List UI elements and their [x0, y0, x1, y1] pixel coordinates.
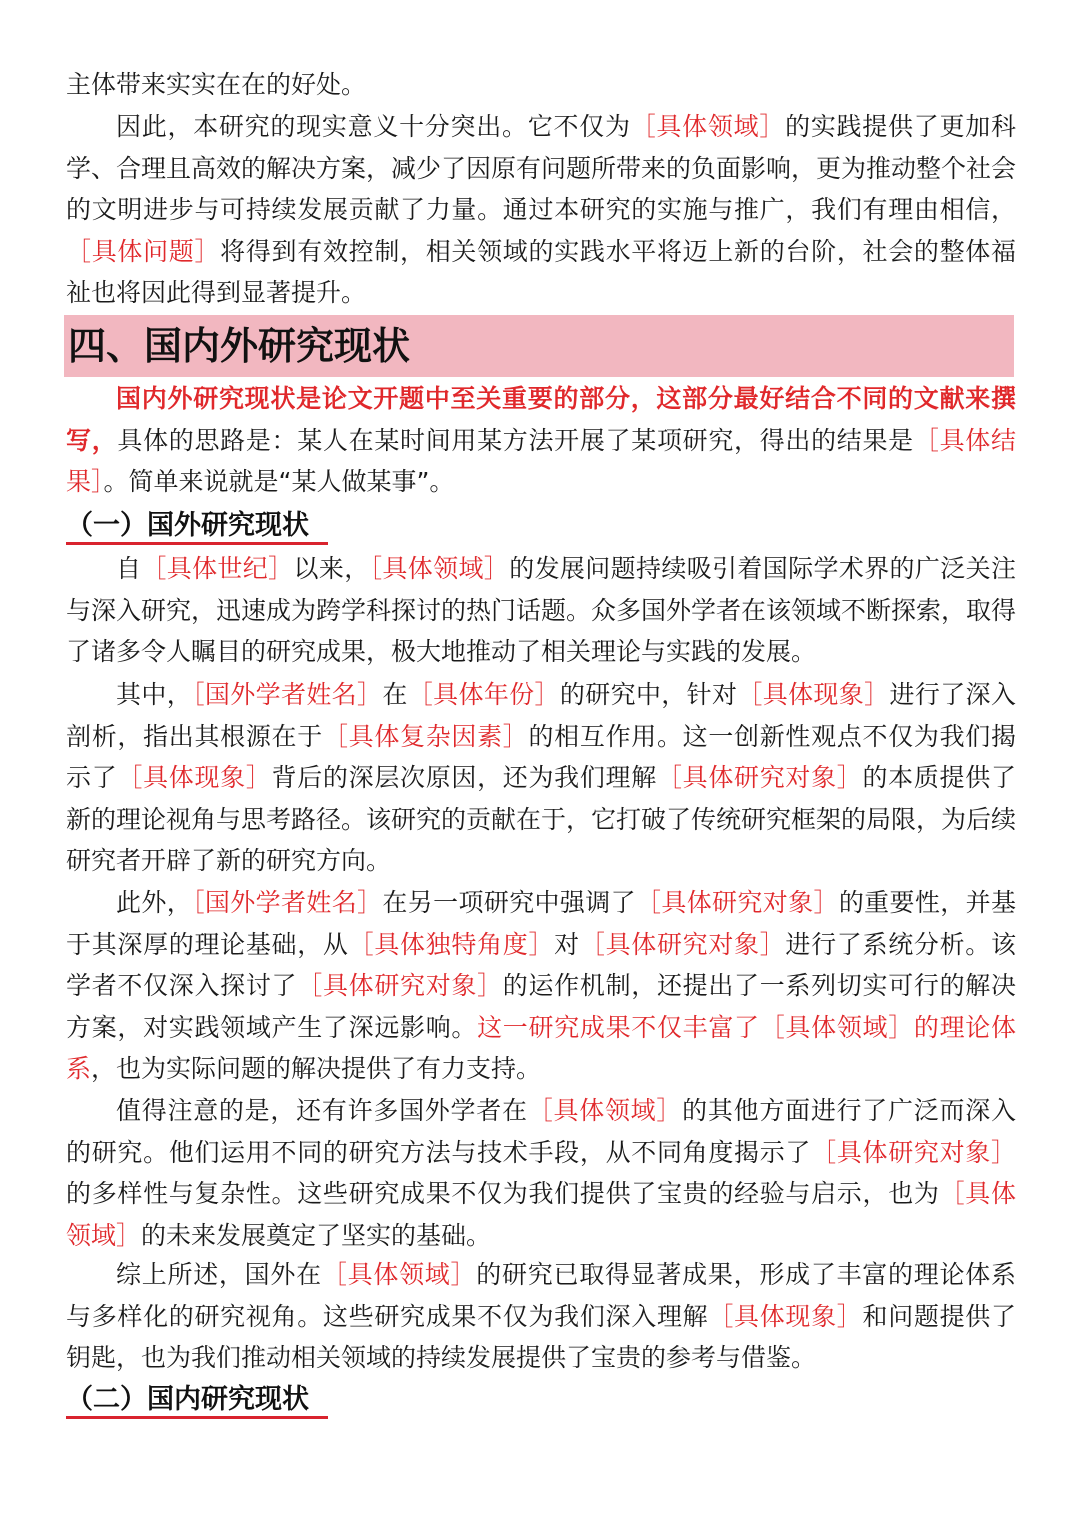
highlight-sentence: 这一研究成果不仅丰富了［具体领域］的理论体系	[66, 1012, 1016, 1084]
placeholder-angle: ［具体独特角度］	[348, 929, 555, 959]
text: 的未来发展奠定了坚实的基础。	[141, 1220, 492, 1250]
placeholder-problem: ［具体问题］	[66, 236, 221, 266]
text: 综上所述，国外在	[116, 1260, 322, 1289]
text: 和问题提供了钥匙，也为我们推动相关领域的持续发展提供了宝贵的参考与借鉴。	[66, 1301, 1016, 1373]
foreign-paragraph-3	[66, 882, 1016, 1090]
intro-paragraph-2	[66, 106, 1016, 314]
placeholder-object: ［具体研究对象］	[297, 971, 503, 1001]
subheading-underline	[66, 542, 328, 545]
subheading-foreign: （一）国外研究现状	[66, 510, 309, 541]
text: 的发展问题持续吸引着国际学术界的广泛关注与深入研究，迅速成为跨学科探讨的热门话题。众多国外学者在该领域不断探索，取得了诸多令人瞩目的研究成果，极大地推动了相关理论与实践的发展。	[66, 554, 1017, 667]
text: 以来，	[293, 554, 370, 583]
text: ，也为实际问题的解决提供了有力支持。	[91, 1054, 542, 1084]
subheading-domestic: （二）国内研究现状	[66, 1384, 309, 1415]
placeholder-factor: ［具体复杂因素］	[322, 721, 529, 751]
foreign-paragraph-2	[66, 674, 1016, 882]
text: 。简单来说就是“某人做某事”。	[103, 467, 455, 497]
foreign-paragraph-5	[66, 1254, 1016, 1379]
placeholder-scholar: ［国外学者姓名］	[192, 680, 383, 709]
text: 因此，本研究的现实意义十分突出。它不仅为	[116, 112, 631, 141]
placeholder-object: ［具体研究对象］	[635, 888, 839, 917]
placeholder-scholar: ［国外学者姓名］	[192, 888, 383, 917]
text: 进行了系统分析。该学者不仅深入探讨了	[66, 929, 1016, 1001]
foreign-paragraph-1	[66, 548, 1016, 673]
section-note	[66, 378, 1016, 503]
text: 的研究已取得显著成果，形成了丰富的理论体系与多样化的研究视角。这些研究成果不仅为我们深入理解	[66, 1260, 1016, 1331]
text: 自	[116, 554, 142, 583]
placeholder-century: ［具体世纪］	[141, 554, 294, 583]
text: 主体带来实实在在的好处。	[66, 70, 367, 99]
text: 的其他方面进行了广泛而深入的研究。他们运用不同的研究方法与技术手段，从不同角度揭示了	[66, 1096, 1016, 1167]
highlight-note: 国内外研究现状是论文开题中至关重要的部分，这部分最好结合不同的文献来撰写，	[66, 384, 1016, 455]
text: 在	[382, 680, 408, 709]
placeholder-object: ［具体研究对象］	[811, 1137, 1016, 1167]
text: 的运作机制，还提出了一系列切实可行的解决方案，对实践领域产生了深远影响。	[66, 971, 1016, 1042]
text: 的重要性，并基于其深厚的理论基础，从	[66, 888, 1016, 959]
foreign-paragraph-4	[66, 1090, 1016, 1256]
text: 的本质提供了新的理论视角与思考路径。该研究的贡献在于，它打破了传统研究框架的局限，为后续研究者开辟了新的研究方向。	[66, 763, 1017, 876]
text: 对	[554, 929, 580, 959]
text: 将得到有效控制，相关领域的实践水平将迈上新的台阶，社会的整体福祉也将因此得到显著提升。	[66, 236, 1016, 308]
placeholder-phenomenon: ［具体现象］	[708, 1301, 863, 1331]
section-title: 四、国内外研究现状	[68, 324, 411, 368]
placeholder-field: ［具体领域］	[321, 1260, 477, 1289]
text: 的实践提供了更加科学、合理且高效的解决方案，减少了因原有问题所带来的负面影响，更为推动整个社会的文明进步与可持续发展贡献了力量。通过本研究的实施与推广，我们有理由相信，	[66, 112, 1017, 225]
placeholder-object: ［具体研究对象］	[656, 763, 863, 793]
intro-paragraph-1	[66, 64, 1016, 106]
text: 的多样性与复杂性。这些研究成果不仅为我们提供了宝贵的经验与启示，也为	[66, 1179, 940, 1209]
placeholder-field: ［具体领域］	[66, 1179, 1016, 1250]
text: 具体的思路是：某人在某时间用某方法开展了某项研究，得出的结果是	[117, 425, 914, 455]
text: 背后的深层次原因，还为我们理解	[271, 763, 657, 793]
subheading-underline	[66, 1416, 328, 1419]
placeholder-year: ［具体年份］	[407, 680, 560, 709]
placeholder-field: ［具体领域］	[369, 554, 510, 583]
text: 此外，	[116, 888, 193, 917]
text: 在另一项研究中强调了	[382, 888, 636, 917]
text: 的研究中，针对	[559, 680, 738, 709]
placeholder-field: ［具体领域］	[527, 1096, 683, 1125]
placeholder-result: ［具体结果］	[66, 425, 1016, 497]
placeholder-phenomenon: ［具体现象］	[117, 763, 272, 793]
text: 值得注意的是，还有许多国外学者在	[116, 1096, 528, 1125]
placeholder-field: ［具体领域］	[630, 112, 786, 141]
placeholder-object: ［具体研究对象］	[579, 929, 786, 959]
text: 的相互作用。这一创新性观点不仅为我们揭示了	[66, 721, 1016, 793]
text: 进行了深入剖析，指出其根源在于	[66, 680, 1016, 751]
placeholder-phenomenon: ［具体现象］	[737, 680, 890, 709]
text: 其中，	[116, 680, 193, 709]
